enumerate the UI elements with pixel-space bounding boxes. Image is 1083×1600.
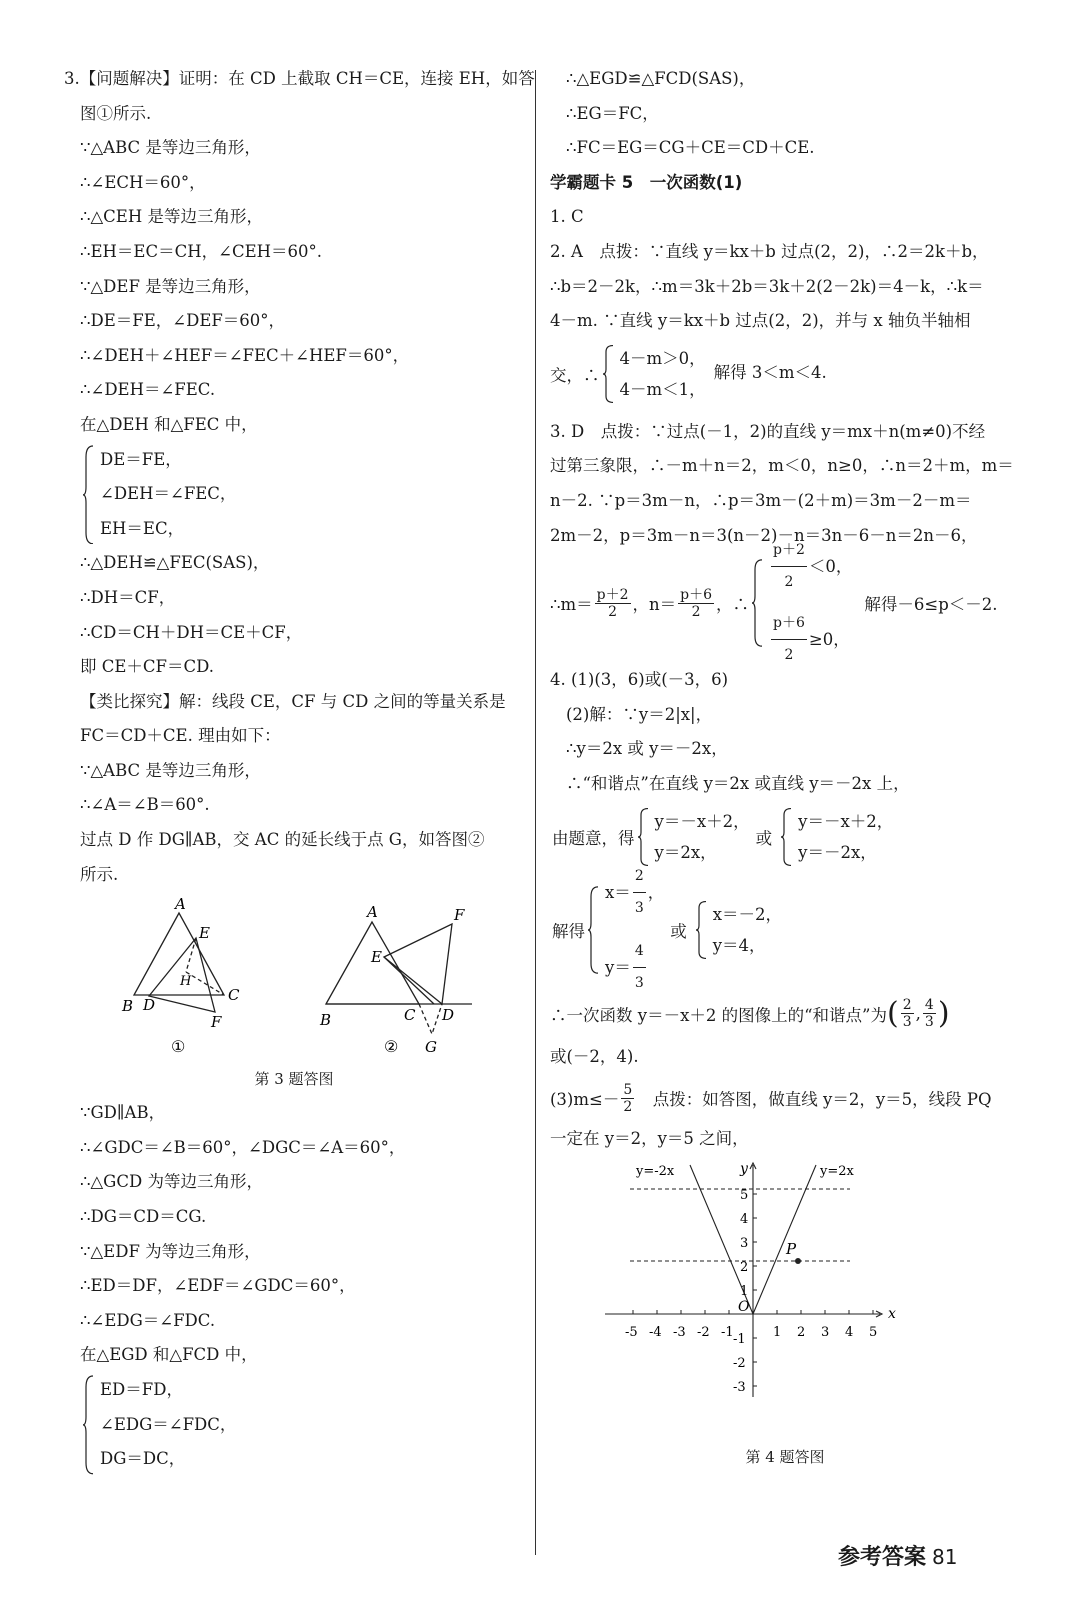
denominator: 2 (784, 647, 794, 664)
figure-caption: 第 3 题答图 (254, 1070, 334, 1089)
text-fragment: ≥0， (808, 630, 850, 650)
left-brace-icon (82, 445, 94, 545)
numerator: p＋6 (680, 586, 713, 603)
numerator: p＋2 (771, 535, 807, 567)
figure-number: ② (384, 1037, 399, 1057)
numerator: p＋6 (771, 608, 807, 640)
point-label: A (175, 895, 186, 914)
text-line: ∴“和谐点”在直线 y＝2x 或直线 y＝－2x 上， (566, 773, 910, 793)
text-line: 所示. (80, 864, 119, 884)
text-fragment: 交，∴ (550, 365, 600, 385)
text-line: ∴FC＝EG＝CG＋CE＝CD＋CE. (566, 138, 815, 158)
x-tick-label: -4 (649, 1324, 662, 1340)
text-line: ∵△EDF 为等边三角形， (80, 1241, 261, 1261)
text-line: ∴EH＝EC＝CH，∠CEH＝60°. (80, 241, 322, 261)
text-fragment: ，n＝ (632, 595, 677, 615)
figure-caption: 第 4 题答图 (745, 1447, 825, 1466)
text-line: 3. D 点拨：∵过点(－1，2)的直线 y＝mx＋n(m≠0)不经 (550, 421, 986, 441)
text-line (550, 339, 1020, 409)
line-label: y=2x (820, 1163, 854, 1179)
point-label: D (143, 996, 156, 1015)
denominator: 3 (634, 974, 644, 991)
text-line: ∴b＝2－2k，∴m＝3k＋2b＝3k＋2(2－2k)＝4－k，∴k＝ (550, 276, 984, 296)
equation-system (64, 1373, 524, 1477)
text-line: 图①所示. (80, 103, 152, 123)
text-line: ∴△GCD 为等边三角形， (80, 1172, 263, 1192)
footer-label: 参考答案 (838, 1545, 927, 1570)
equation-system (600, 343, 706, 405)
fraction (633, 936, 646, 999)
text-line: ∵△ABC 是等边三角形， (80, 138, 261, 158)
denominator: 3 (634, 899, 644, 916)
text-line: 或(－2，4). (550, 1046, 639, 1066)
point-label: B (320, 1011, 332, 1030)
equation-system (585, 867, 665, 991)
axis-label: y (740, 1160, 748, 1177)
x-tick-label: 4 (845, 1324, 854, 1340)
fraction (633, 861, 646, 924)
text-line: 过点 D 作 DG∥AB，交 AC 的延长线于点 G，如答图② (80, 830, 485, 850)
text-fragment: x＝ (605, 882, 631, 902)
text-line: ∴DH＝CF， (80, 587, 176, 607)
equation-system (635, 806, 750, 868)
left-brace-icon (587, 886, 599, 974)
text-fragment: 解得 (552, 921, 585, 941)
numerator: 2 (633, 861, 646, 893)
text-line: 一定在 y＝2，y＝5 之间， (550, 1129, 749, 1149)
point-label: G (425, 1038, 437, 1057)
text-line: ∴DG＝CD＝CG. (80, 1207, 207, 1227)
geometry-figure-q3 (64, 892, 524, 1062)
point-label: F (454, 906, 465, 925)
point-label: H (180, 974, 192, 990)
text-fragment: 解得 3＜m＜4. (713, 362, 827, 382)
text-line: 在△DEH 和△FEC 中， (80, 414, 258, 434)
text-fragment: ∴m＝ (550, 595, 593, 615)
text-line: ∵△ABC 是等边三角形， (80, 760, 261, 780)
column-divider (535, 70, 536, 1555)
numerator: p＋2 (596, 586, 629, 603)
text-fragment: 由题意，得 (552, 828, 635, 848)
text-line: ∴∠A＝∠B＝60°. (80, 795, 210, 815)
point-label: F (211, 1013, 222, 1032)
text-line: n－2. ∵p＝3m－n，∴p＝3m－(2＋m)＝3m－2－m＝ (550, 490, 972, 510)
system-line: ED＝FD， (100, 1380, 183, 1399)
y-tick-label: 3 (740, 1235, 749, 1251)
fraction (771, 535, 807, 598)
text-line: 在△EGD 和△FCD 中， (80, 1345, 258, 1365)
system-line: y＝4， (712, 935, 766, 955)
fraction (923, 997, 936, 1030)
close-paren: ) (937, 996, 950, 1031)
right-column (550, 62, 1020, 1472)
point-label: C (404, 1006, 416, 1025)
system-line: ∠DEH＝∠FEC， (100, 484, 237, 504)
point-label: P (786, 1239, 797, 1258)
y-tick-label: 2 (740, 1259, 749, 1275)
x-tick-label: 3 (821, 1324, 830, 1340)
fraction (771, 608, 807, 671)
denominator: 2 (784, 574, 794, 591)
left-brace-icon (751, 559, 763, 647)
text-line: ∴y＝2x 或 y＝－2x， (566, 739, 728, 759)
text-fragment: (3)m≤－ (550, 1090, 620, 1110)
fraction (678, 587, 714, 620)
y-tick-label: 5 (740, 1187, 749, 1203)
left-brace-icon (602, 345, 614, 403)
point-label: C (228, 986, 240, 1005)
y-tick-label: 4 (740, 1211, 749, 1227)
point-label: D (442, 1006, 455, 1025)
text-fragment: ＜0， (808, 557, 853, 577)
text-line: FC＝CD＋CE. 理由如下： (80, 726, 281, 746)
text-fragment: 或 (755, 828, 773, 848)
numerator: 2 (902, 997, 912, 1013)
text-line: ∴∠DEH＋∠HEF＝∠FEC＋∠HEF＝60°， (80, 345, 410, 365)
left-brace-icon (82, 1375, 94, 1475)
text-line (550, 867, 1020, 991)
fraction (901, 997, 914, 1030)
text-fragment: 点拨：如答图，做直线 y＝2，y＝5，线段 PQ (636, 1090, 992, 1110)
text-fragment: 或 (670, 921, 687, 941)
axis-label: x (888, 1305, 896, 1322)
line-pos-2x (753, 1165, 816, 1314)
text-fragment: ， (647, 882, 665, 902)
left-brace-icon (695, 901, 707, 959)
text-line: 2. A 点拨：∵直线 y＝kx＋b 过点(2，2)，∴2＝2k＋b， (550, 241, 989, 261)
x-tick-label: -2 (697, 1324, 710, 1340)
text-line: ∴DE＝FE，∠DEF＝60°， (80, 311, 286, 331)
y-tick-label: -1 (733, 1331, 746, 1347)
denominator: 3 (902, 1014, 912, 1030)
system-line: DE＝FE， (100, 449, 182, 469)
equation-system (749, 542, 853, 664)
function-graph-q4 (550, 1157, 1020, 1442)
point-label: A (367, 903, 378, 922)
text-line: 1. C (550, 207, 584, 227)
comma: , (915, 1004, 921, 1023)
left-brace-icon (637, 808, 649, 866)
x-tick-label: -5 (625, 1324, 638, 1340)
equation-system (64, 443, 524, 547)
system-line: EH＝EC， (100, 518, 185, 538)
numerator: 5 (623, 1081, 633, 1098)
y-tick-label: -2 (733, 1355, 746, 1371)
text-line: 【类比探究】解：线段 CE，CF 与 CD 之间的等量关系是 (80, 691, 506, 711)
text-line: ∴△CEH 是等边三角形， (80, 207, 263, 227)
text-fragment: ，∴ (716, 595, 750, 615)
denominator: 3 (924, 1014, 934, 1030)
text-line: 2m－2，p＝3m－n＝3(n－2)－n＝3n－6－n＝2n－6， (550, 525, 978, 545)
text-fragment: 解得－6≤p＜－2. (864, 595, 998, 615)
system-line: y＝－x＋2， (798, 811, 894, 831)
system-line: 4－m＞0， (619, 348, 706, 368)
text-line: ∴△DEH≌△FEC(SAS)， (80, 553, 270, 573)
left-column (64, 62, 535, 1477)
y-tick-label: 1 (740, 1283, 749, 1299)
text-line: ∴EG＝FC， (566, 103, 659, 123)
text-line: 4. (1)(3，6)或(－3，6) (550, 670, 729, 690)
x-tick-label: 5 (869, 1324, 878, 1340)
point-label: B (122, 997, 134, 1016)
open-paren: ( (887, 996, 899, 1031)
x-tick-label: 2 (797, 1324, 806, 1340)
point-p (795, 1258, 801, 1264)
denominator: 2 (691, 603, 701, 620)
text-line: ∵△DEF 是等边三角形， (80, 276, 261, 296)
numerator: 4 (924, 997, 934, 1013)
section-heading: 学霸题卡 5 一次函数(1) (550, 172, 743, 192)
point-label: E (199, 924, 210, 943)
text-line: 4－m. ∵直线 y＝kx＋b 过点(2，2)，并与 x 轴负半轴相 (550, 311, 971, 331)
system-line: x＝－2， (712, 904, 783, 924)
text-line: ∴∠EDG＝∠FDC. (80, 1310, 216, 1330)
text-line: ∵GD∥AB， (80, 1103, 166, 1123)
x-tick-label: 1 (773, 1324, 782, 1340)
system-line: y＝2x， (654, 842, 717, 862)
text-line: (2)解：∵y＝2|x|， (566, 704, 713, 724)
left-brace-icon (780, 808, 792, 866)
system-line: 4－m＜1， (619, 379, 706, 399)
y-tick-label: -3 (733, 1379, 746, 1395)
text-line: ∴∠DEH＝∠FEC. (80, 380, 216, 400)
text-line: ∴∠GDC＝∠B＝60°，∠DGC＝∠A＝60°， (80, 1137, 406, 1157)
origin-label: O (738, 1298, 750, 1315)
text-line: 3.【问题解决】证明：在 CD 上截取 CH＝CE，连接 EH，如答 (64, 69, 535, 88)
point-label: E (371, 948, 382, 967)
x-tick-label: -3 (673, 1324, 686, 1340)
text-line (550, 1074, 1020, 1122)
system-line: y＝－x＋2， (654, 811, 750, 831)
fraction (621, 1082, 634, 1115)
text-line (550, 542, 1020, 664)
text-line: ∴ED＝DF，∠EDF＝∠GDC＝60°， (80, 1276, 356, 1296)
x-tick-label: -1 (721, 1324, 734, 1340)
denominator: 2 (623, 1098, 633, 1115)
system-line: y＝－2x， (798, 842, 877, 862)
text-line: ∴CD＝CH＋DH＝CE＋CF， (80, 622, 303, 642)
equation-system (693, 899, 782, 961)
text-line: ∴△EGD≌△FCD(SAS)， (566, 69, 756, 88)
equation-system (778, 806, 893, 868)
page-number: 81 (932, 1545, 958, 1569)
text-line: 即 CE＋CF＝CD. (80, 657, 214, 677)
system-line: ∠EDG＝∠FDC， (100, 1414, 237, 1434)
numerator: 4 (633, 936, 646, 968)
line-label: y=-2x (636, 1163, 675, 1179)
fraction (595, 587, 631, 620)
figure-number: ① (171, 1037, 186, 1057)
text-line: 过第三象限，∴－m＋n＝2，m＜0，n≥0，∴n＝2＋m，m＝ (550, 456, 1014, 476)
text-fragment: ∴一次函数 y＝－x＋2 的图像上的“和谐点”为 (550, 1005, 887, 1025)
text-fragment: y＝ (605, 957, 631, 977)
page-footer (838, 1540, 957, 1571)
text-line: ∴∠ECH＝60°， (80, 172, 206, 192)
denominator: 2 (608, 603, 618, 620)
system-line: DG＝DC， (100, 1449, 186, 1469)
